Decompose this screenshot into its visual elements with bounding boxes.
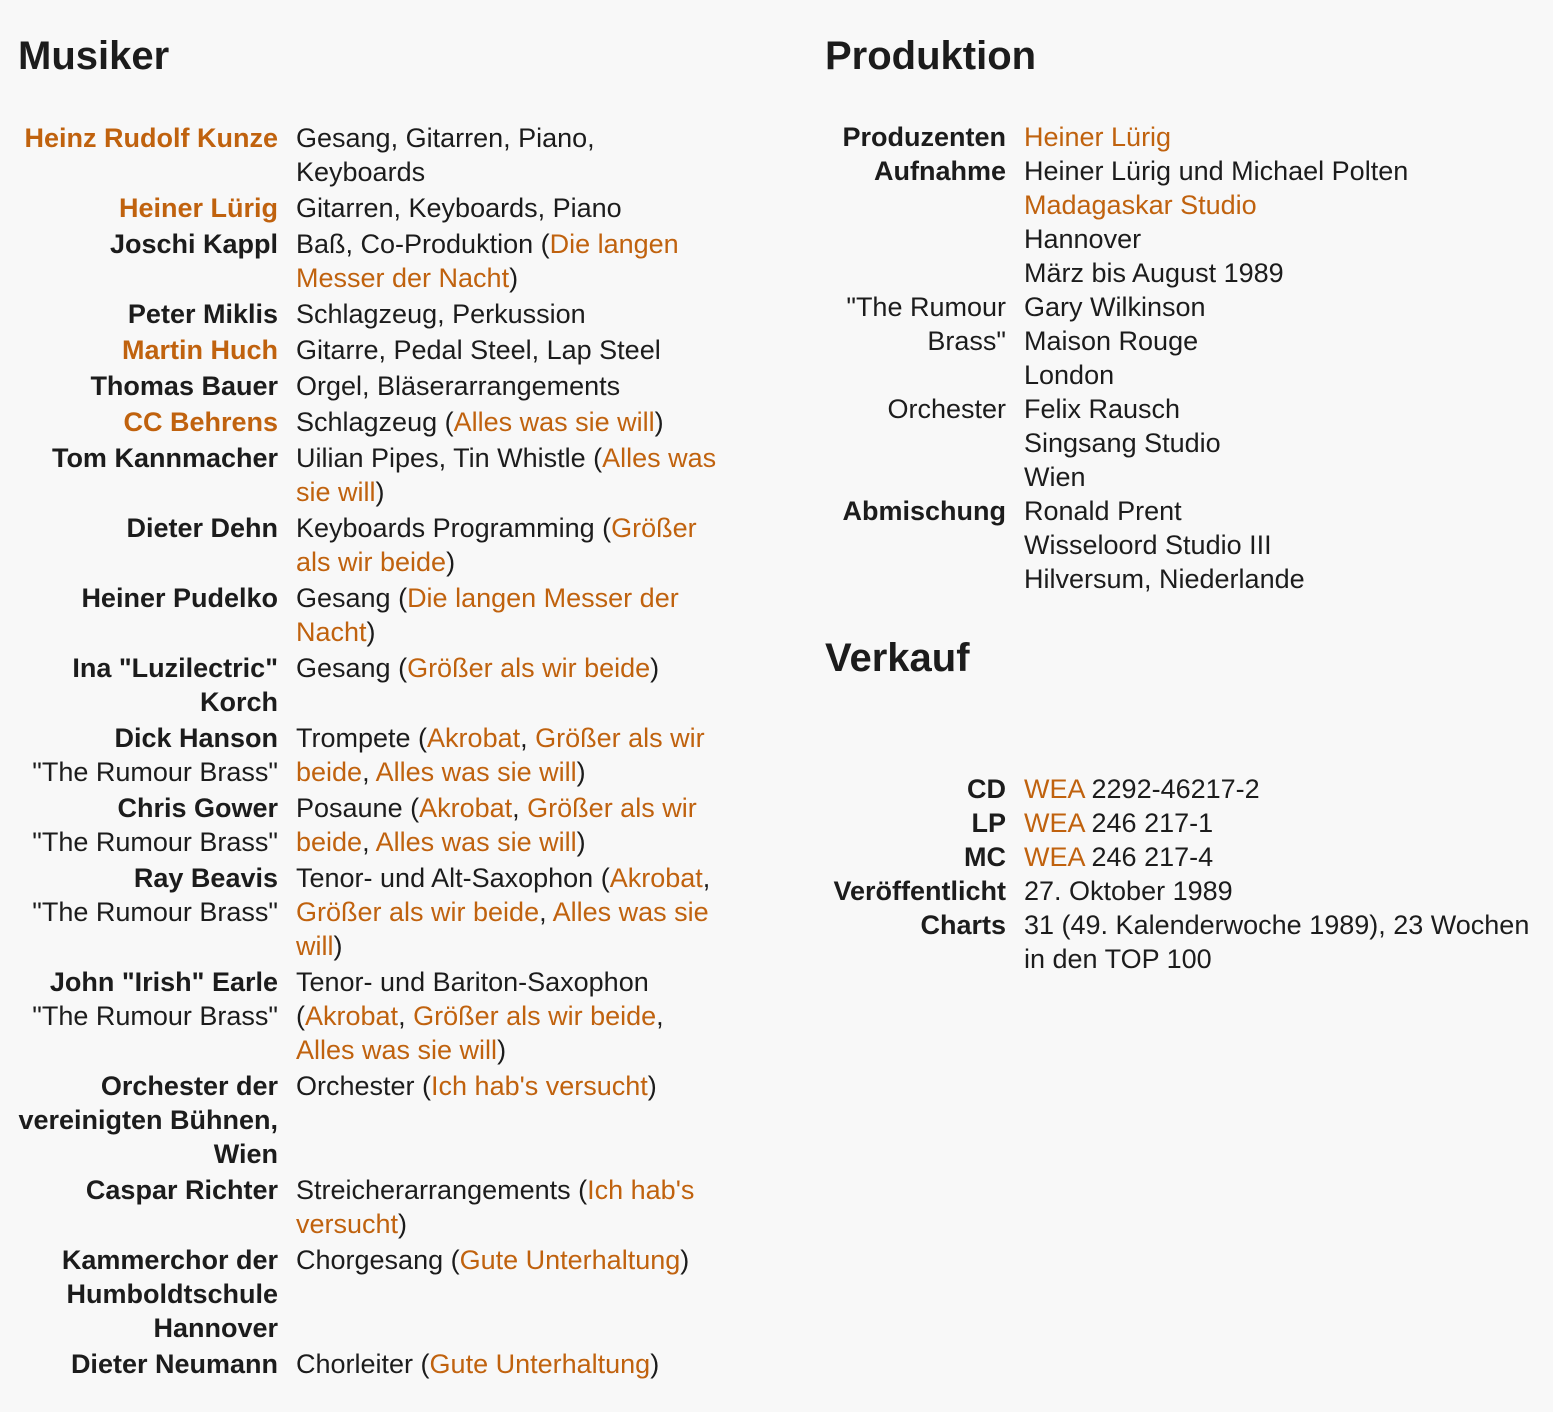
link-akrobat[interactable]: Akrobat [609, 863, 703, 893]
link-groesser-als-wir-beide[interactable]: Größer als wir beide [296, 897, 540, 927]
value-lp [1024, 806, 1544, 840]
text-segment: Tenor- und Alt-Saxophon ( [296, 863, 610, 893]
text-segment: März bis August 1989 [1024, 258, 1284, 288]
musician-john-irish-earle: John "Irish" Earle [49, 967, 278, 997]
text-segment: Chorgesang ( [296, 1245, 460, 1275]
musician-role [296, 1069, 728, 1171]
text-segment: ) [375, 477, 385, 507]
text-segment: 2292-46217-2 [1084, 774, 1260, 804]
value-line [1024, 494, 1544, 528]
musician-name-cell [8, 1243, 278, 1345]
musician-role [296, 721, 728, 789]
text-segment: Wisseloord Studio III [1024, 530, 1272, 560]
value-mc [1024, 840, 1544, 874]
value-charts [1024, 908, 1544, 976]
text-segment: Streicherarrangements ( [296, 1175, 588, 1205]
musician-name-cell [8, 651, 278, 719]
text-segment: Gesang ( [296, 583, 408, 613]
musician-role [296, 791, 728, 859]
musician-caspar-richter: Caspar Richter [85, 1175, 278, 1205]
link-ich-hab-s-versucht[interactable]: Ich hab's versucht [296, 1175, 695, 1239]
text-segment: , [539, 897, 553, 927]
link-gute-unterhaltung[interactable]: Gute Unterhaltung [459, 1245, 681, 1275]
text-segment: Hannover [1024, 224, 1142, 254]
label-produzenten: Produzenten [842, 122, 1006, 152]
text-segment: Ronald Prent [1024, 496, 1182, 526]
text-segment: ) [650, 1349, 660, 1379]
text-segment: Schlagzeug, Perkussion [296, 299, 586, 329]
link-alles-was-sie-will[interactable]: Alles was sie will [296, 897, 709, 961]
musician-peter-miklis: Peter Miklis [127, 299, 278, 329]
text-segment: Gitarren, Keyboards, Piano [296, 193, 622, 223]
text-segment: ) [509, 263, 519, 293]
text-segment: Keyboards Programming ( [296, 513, 612, 543]
text-segment: , [656, 1001, 664, 1031]
text-segment: 246 217-4 [1084, 842, 1214, 872]
musiker-heading: Musiker [18, 34, 170, 78]
musiker-table [8, 121, 728, 1381]
label-aufnahme: Aufnahme [873, 156, 1006, 186]
musician-role [296, 511, 728, 579]
musician-heiner-luerig[interactable]: Heiner Lürig [118, 193, 278, 223]
value-line [1024, 840, 1544, 874]
text-segment: Uilian Pipes, Tin Whistle ( [296, 443, 603, 473]
label-abmischung: Abmischung [842, 496, 1006, 526]
text-segment: Wien [1024, 462, 1086, 492]
value-line [1024, 562, 1544, 596]
value-produzenten [1024, 120, 1544, 154]
text-segment: Trompete ( [296, 723, 428, 753]
value-line [1024, 908, 1544, 976]
verkauf-table [825, 772, 1544, 976]
link-groesser-als-wir-beide[interactable]: Größer als wir beide [296, 723, 705, 787]
musician-name-cell [8, 721, 278, 789]
musician-role [296, 441, 728, 509]
text-segment: Gesang, Gitarren, Piano, Keyboards [296, 123, 595, 187]
text-segment: ) [333, 931, 343, 961]
text-segment: Hilversum, Niederlande [1024, 564, 1305, 594]
label-cd: CD [967, 774, 1006, 804]
text-segment: , [512, 793, 528, 823]
link-die-langen-messer-der-nacht[interactable]: Die langen Messer der Nacht [296, 229, 679, 293]
value-abmischung [1024, 494, 1544, 596]
musician-dick-hanson: Dick Hanson [114, 723, 278, 753]
musician-group: "The Rumour Brass" [32, 757, 278, 787]
text-segment: Baß, Co-Produktion ( [296, 229, 550, 259]
value-line [1024, 806, 1544, 840]
value-the-rumour-brass [1024, 290, 1544, 392]
text-segment: Maison Rouge [1024, 326, 1199, 356]
musician-ina-luzilectric-korch: Ina "Luzilectric" Korch [72, 653, 278, 717]
text-segment: ) [650, 653, 660, 683]
produktion-table [825, 120, 1544, 596]
link-alles-was-sie-will[interactable]: Alles was sie will [296, 443, 717, 507]
label-lp: LP [971, 808, 1006, 838]
value-line [1024, 256, 1544, 290]
text-segment: , [520, 723, 536, 753]
text-segment: ) [497, 1035, 507, 1065]
musician-name-cell [8, 333, 278, 367]
musician-name-cell [8, 369, 278, 403]
musician-role [296, 121, 728, 189]
label-the-rumour-brass: "The Rumour Brass" [846, 292, 1006, 356]
text-segment: , [398, 1001, 414, 1031]
musician-role [296, 369, 728, 403]
musician-name-cell [8, 861, 278, 963]
musician-role [296, 405, 728, 439]
value-line [1024, 460, 1544, 494]
musician-group: "The Rumour Brass" [32, 1001, 278, 1031]
musician-tom-kannmacher: Tom Kannmacher [51, 443, 278, 473]
link-alles-was-sie-will[interactable]: Alles was sie will [375, 757, 577, 787]
text-segment: 31 (49. Kalenderwoche 1989), 23 Wochen in den TOP 100 [1024, 910, 1530, 974]
text-segment: ) [647, 1071, 657, 1101]
label-charts: Charts [920, 910, 1006, 940]
musician-chris-gower: Chris Gower [117, 793, 278, 823]
link-heiner-luerig[interactable]: Heiner Lürig [1024, 122, 1172, 152]
musician-role [296, 581, 728, 649]
value-line [1024, 528, 1544, 562]
musician-orchester-der-vereinigten-buehnen-wien: Orchester der vereinigten Bühnen, Wien [18, 1071, 278, 1169]
link-wea[interactable]: WEA [1024, 774, 1085, 804]
musician-name-cell [8, 441, 278, 509]
text-segment: Tenor- und Bariton-Saxophon ( [296, 967, 649, 1031]
value-line [1024, 324, 1544, 358]
link-ich-hab-s-versucht[interactable]: Ich hab's versucht [431, 1071, 648, 1101]
musician-dieter-dehn: Dieter Dehn [126, 513, 278, 543]
text-segment: Gary Wilkinson [1024, 292, 1206, 322]
text-segment: Chorleiter ( [296, 1349, 430, 1379]
musician-role [296, 297, 728, 331]
musician-role [296, 1243, 728, 1345]
value-veroeffentlicht [1024, 874, 1544, 908]
musician-name-cell [8, 227, 278, 295]
musician-role [296, 191, 728, 225]
musician-role [296, 965, 728, 1067]
link-alles-was-sie-will[interactable]: Alles was sie will [453, 407, 655, 437]
text-segment: Gesang ( [296, 653, 408, 683]
text-segment: Singsang Studio [1024, 428, 1221, 458]
musician-role [296, 1347, 728, 1381]
musician-role [296, 861, 728, 963]
text-segment: ) [446, 547, 456, 577]
link-alles-was-sie-will[interactable]: Alles was sie will [375, 827, 577, 857]
musician-name-cell [8, 297, 278, 331]
text-segment: 246 217-1 [1084, 808, 1214, 838]
value-orchester [1024, 392, 1544, 494]
text-segment: , [362, 757, 376, 787]
musician-name-cell [8, 581, 278, 649]
link-wea[interactable]: WEA [1024, 842, 1085, 872]
musician-name-cell [8, 121, 278, 189]
value-line [1024, 222, 1544, 256]
musician-role [296, 227, 728, 295]
text-segment: Posaune ( [296, 793, 420, 823]
musician-name-cell [8, 511, 278, 579]
musician-group: "The Rumour Brass" [32, 897, 278, 927]
text-segment: , [362, 827, 376, 857]
musician-name-cell [8, 1347, 278, 1381]
text-segment: ) [680, 1245, 690, 1275]
link-groesser-als-wir-beide[interactable]: Größer als wir beide [407, 653, 651, 683]
value-cd [1024, 772, 1544, 806]
link-wea[interactable]: WEA [1024, 808, 1085, 838]
musician-cc-behrens[interactable]: CC Behrens [123, 407, 278, 437]
value-line [1024, 188, 1544, 222]
link-akrobat[interactable]: Akrobat [305, 1001, 399, 1031]
musician-kammerchor-der-humboldtschule-hannover: Kammerchor der Humboldtschule Hannover [61, 1245, 278, 1343]
value-line [1024, 772, 1544, 806]
text-segment: ) [398, 1209, 408, 1239]
musician-name-cell [8, 791, 278, 859]
link-groesser-als-wir-beide[interactable]: Größer als wir beide [413, 1001, 657, 1031]
musician-martin-huch[interactable]: Martin Huch [121, 335, 278, 365]
value-line [1024, 154, 1544, 188]
text-segment: ) [576, 827, 586, 857]
text-segment: ) [576, 757, 586, 787]
musician-name-cell [8, 1173, 278, 1241]
value-line [1024, 358, 1544, 392]
value-aufnahme [1024, 154, 1544, 290]
text-segment: ) [366, 617, 376, 647]
link-groesser-als-wir-beide[interactable]: Größer als wir beide [296, 513, 697, 577]
musician-thomas-bauer: Thomas Bauer [90, 371, 278, 401]
produktion-heading: Produktion [825, 34, 1037, 78]
text-segment: Orchester ( [296, 1071, 432, 1101]
text-segment: Felix Rausch [1024, 394, 1181, 424]
musician-role [296, 1173, 728, 1241]
value-line [1024, 392, 1544, 426]
link-akrobat[interactable]: Akrobat [427, 723, 521, 753]
text-segment: , [702, 863, 711, 893]
text-segment: London [1024, 360, 1115, 390]
text-segment: 27. Oktober 1989 [1024, 876, 1233, 906]
musician-name-cell [8, 965, 278, 1067]
text-segment: Heiner Lürig und Michael Polten [1024, 156, 1409, 186]
link-groesser-als-wir-beide[interactable]: Größer als wir beide [296, 793, 697, 857]
musician-name-cell [8, 1069, 278, 1171]
musician-role [296, 651, 728, 719]
text-segment: Schlagzeug ( [296, 407, 454, 437]
label-veroeffentlicht: Veröffentlicht [833, 876, 1006, 906]
value-line [1024, 874, 1544, 908]
value-line [1024, 120, 1544, 154]
musician-dieter-neumann: Dieter Neumann [70, 1349, 278, 1379]
link-die-langen-messer-der-nacht[interactable]: Die langen Messer der Nacht [296, 583, 679, 647]
musician-joschi-kappl: Joschi Kappl [109, 229, 278, 259]
link-gute-unterhaltung[interactable]: Gute Unterhaltung [429, 1349, 651, 1379]
musician-name-cell [8, 191, 278, 225]
link-alles-was-sie-will[interactable]: Alles was sie will [296, 1035, 498, 1065]
text-segment: Gitarre, Pedal Steel, Lap Steel [296, 335, 661, 365]
text-segment: ) [654, 407, 664, 437]
verkauf-heading: Verkauf [825, 636, 970, 680]
musician-ray-beavis: Ray Beavis [133, 863, 278, 893]
musician-role [296, 333, 728, 367]
label-orchester: Orchester [887, 394, 1006, 424]
value-line [1024, 426, 1544, 460]
link-madagaskar-studio[interactable]: Madagaskar Studio [1024, 190, 1257, 220]
musician-heinz-rudolf-kunze[interactable]: Heinz Rudolf Kunze [24, 123, 278, 153]
text-segment: Orgel, Bläserarrangements [296, 371, 621, 401]
label-mc: MC [964, 842, 1006, 872]
link-akrobat[interactable]: Akrobat [419, 793, 513, 823]
value-line [1024, 290, 1544, 324]
musician-heiner-pudelko: Heiner Pudelko [81, 583, 278, 613]
musician-group: "The Rumour Brass" [32, 827, 278, 857]
musician-name-cell [8, 405, 278, 439]
